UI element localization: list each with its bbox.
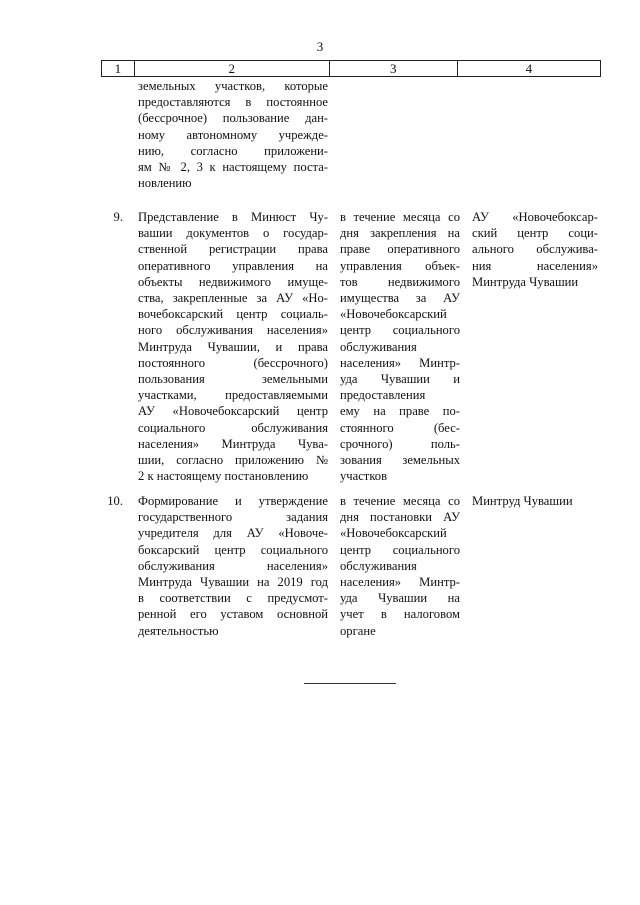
text-line: центр социального bbox=[340, 542, 460, 557]
text-line: государственного задания bbox=[138, 510, 328, 525]
text-line: срочного) поль- bbox=[340, 436, 460, 451]
row-9-number: 9. bbox=[113, 210, 123, 224]
text-line: АУ «Новочебоксар- bbox=[472, 210, 598, 224]
text-line: имущества за АУ bbox=[340, 291, 460, 306]
header-col-3: 3 bbox=[329, 61, 457, 77]
text-line: «Новочебоксарский bbox=[340, 526, 447, 541]
text-line: в течение месяца со bbox=[340, 494, 460, 508]
text-line: в течение месяца со bbox=[340, 210, 460, 224]
text-line: обслуживания bbox=[340, 339, 417, 354]
text-line: предоставления bbox=[340, 388, 426, 403]
text-line: тов недвижимого bbox=[340, 274, 460, 289]
text-line: ский центр соци- bbox=[472, 226, 598, 241]
text-line: дня постановки АУ bbox=[340, 510, 460, 525]
text-line: уда Чувашии и bbox=[340, 372, 460, 387]
text-line: ему на праве по- bbox=[340, 404, 460, 419]
text-line: Минтруда Чувашии на 2019 год bbox=[138, 575, 328, 590]
row-10-number: 10. bbox=[107, 494, 123, 508]
text-line: ства, закрепленные за АУ «Но- bbox=[138, 291, 328, 306]
text-line: праве оперативного bbox=[340, 242, 460, 257]
text-line: обслуживания bbox=[340, 558, 417, 573]
text-line: ния населения» bbox=[472, 258, 598, 273]
text-line: пользования земельными bbox=[138, 372, 328, 387]
text-line: населения» Минтруда Чува- bbox=[138, 436, 328, 451]
text-line: Минтруд Чувашии bbox=[472, 494, 573, 508]
text-line: ному автономному учрежде- bbox=[138, 127, 328, 142]
row-9-action bbox=[138, 209, 328, 484]
header-col-2: 2 bbox=[134, 61, 329, 77]
text-line: в соответствии с предусмот- bbox=[138, 591, 328, 606]
text-line: новлению bbox=[138, 176, 192, 191]
text-line: шии, согласно приложению № bbox=[138, 453, 328, 468]
text-line: социального обслуживания bbox=[138, 420, 328, 435]
text-line: участками, предоставляемыми bbox=[138, 388, 328, 403]
text-line: учредителя для АУ «Новоче- bbox=[138, 526, 328, 541]
header-col-1: 1 bbox=[102, 61, 135, 77]
text-line: нию, согласно приложени- bbox=[138, 143, 328, 158]
row-continuation-action bbox=[138, 78, 328, 191]
header-col-4: 4 bbox=[457, 61, 600, 77]
text-line: Минтруда Чувашии, и права bbox=[138, 339, 328, 354]
row-10-deadline bbox=[340, 493, 460, 639]
text-line: ственной регистрации права bbox=[138, 242, 328, 257]
text-line: ренной его уставом основной bbox=[138, 607, 328, 622]
text-line: Формирование и утверждение bbox=[138, 494, 328, 508]
text-line: уда Чувашии на bbox=[340, 591, 460, 606]
text-line: вашии документов о государ- bbox=[138, 226, 328, 241]
page-number: 3 bbox=[316, 39, 324, 54]
text-line: ального обслужива- bbox=[472, 242, 598, 257]
row-10-action bbox=[138, 493, 328, 639]
text-line: боксарский центр социального bbox=[138, 542, 328, 557]
row-9-deadline bbox=[340, 209, 460, 484]
text-line: обслуживания населения» bbox=[138, 558, 328, 573]
column-header-table bbox=[101, 60, 601, 77]
text-line: населения» Минтр- bbox=[340, 575, 460, 590]
text-line: (бессрочное) пользование дан- bbox=[138, 111, 328, 126]
text-line: АУ «Новочебоксарский центр bbox=[138, 404, 328, 419]
text-line: земельных участков, которые bbox=[138, 79, 328, 93]
row-10-responsible bbox=[472, 493, 598, 509]
text-line: объекты недвижимого имуще- bbox=[138, 274, 328, 289]
text-line: ного обслуживания населения» bbox=[138, 323, 328, 338]
text-line: «Новочебоксарский bbox=[340, 307, 447, 322]
text-line: стоянного (бес- bbox=[340, 420, 460, 435]
text-line: Представление в Минюст Чу- bbox=[138, 210, 328, 224]
row-9-responsible bbox=[472, 209, 598, 290]
text-line: постоянного (бессрочного) bbox=[138, 355, 328, 370]
text-line: участков bbox=[340, 469, 388, 484]
text-line: учет в налоговом bbox=[340, 607, 460, 622]
text-line: ям № 2, 3 к настоящему поста- bbox=[138, 160, 328, 175]
text-line: управления объек- bbox=[340, 258, 460, 273]
text-line: вочебоксарский центр социаль- bbox=[138, 307, 328, 322]
text-line: дня закрепления на bbox=[340, 226, 460, 241]
text-line: Минтруда Чувашии bbox=[472, 274, 579, 289]
text-line: органе bbox=[340, 623, 376, 638]
text-line: центр социального bbox=[340, 323, 460, 338]
text-line: населения» Минтр- bbox=[340, 355, 460, 370]
header-row bbox=[102, 61, 601, 77]
closing-rule bbox=[304, 683, 396, 684]
text-line: 2 к настоящему постановлению bbox=[138, 469, 309, 484]
text-line: зования земельных bbox=[340, 453, 460, 468]
text-line: предоставляются в постоянное bbox=[138, 95, 328, 110]
text-line: деятельностью bbox=[138, 623, 219, 638]
text-line: оперативного управления на bbox=[138, 258, 328, 273]
